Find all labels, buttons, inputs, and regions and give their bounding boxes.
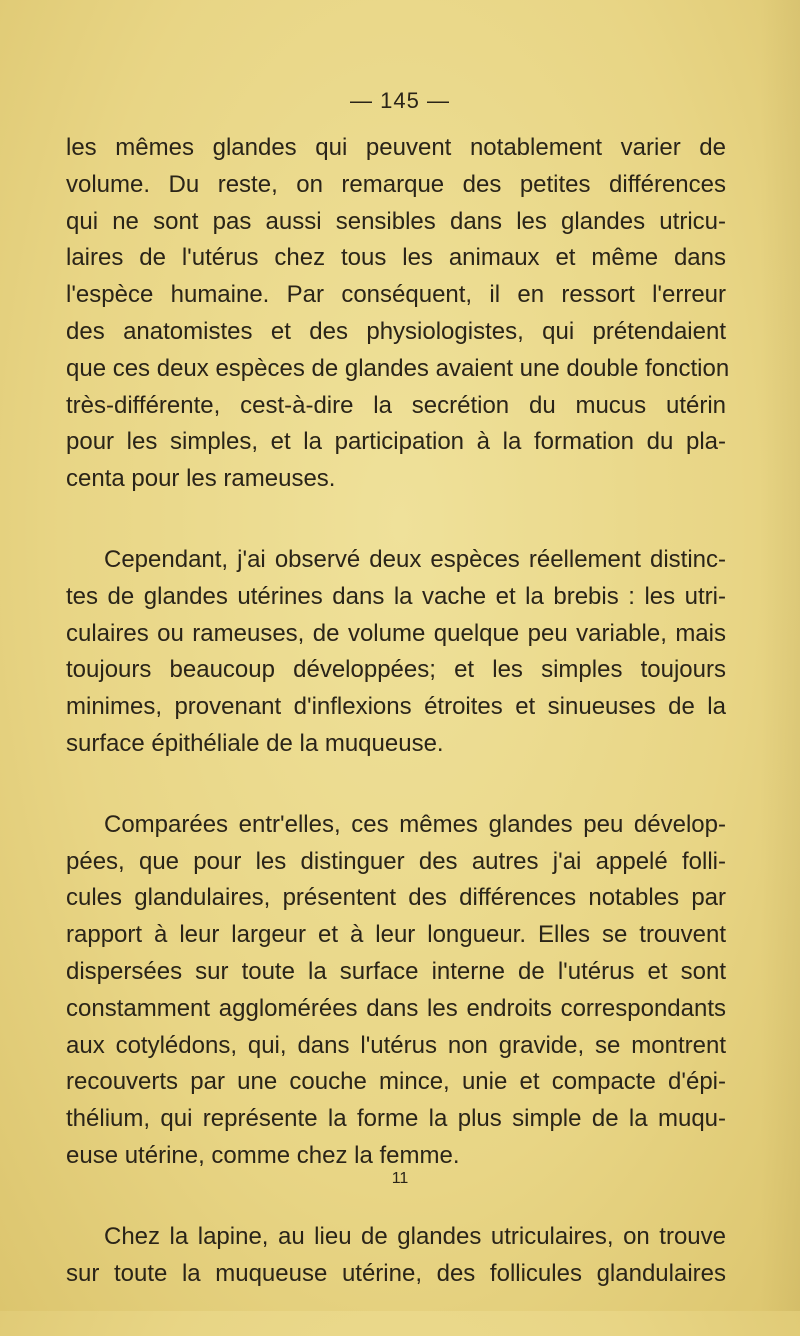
text-line: recouverts par une couche mince, unie et compacte d'épi- <box>66 1068 726 1096</box>
text-line: cules glandulaires, présentent des différences notables par <box>66 884 726 912</box>
text-line: des anatomistes et des physiologistes, qui prétendaient <box>66 317 726 345</box>
text-line: que ces deux espèces de glandes avaient une double fonction <box>66 354 730 382</box>
body-text <box>66 130 730 1336</box>
text-line: l'espèce humaine. Par conséquent, il en ressort l'erreur <box>66 281 726 309</box>
paragraph-3 <box>66 807 726 1175</box>
text-line: sur toute la muqueuse utérine, des follicules glandulaires <box>66 1259 726 1287</box>
page-edge-shadow <box>760 0 800 1311</box>
text-line: très-différente, cest-à-dire la secrétion du mucus utérin <box>66 391 726 419</box>
text-line: volume. Du reste, on remarque des petites différences <box>66 170 726 198</box>
text-line: euse utérine, comme chez la femme. <box>66 1141 460 1169</box>
text-line: Comparées entr'elles, ces mêmes glandes peu dévelop- <box>104 810 726 838</box>
text-line: minimes, provenant d'inflexions étroites et sinueuses de la <box>66 693 726 721</box>
text-line: rapport à leur largeur et à leur longueur. Elles se trouvent <box>66 921 726 949</box>
text-line: les mêmes glandes qui peuvent notablement varier de <box>66 134 726 161</box>
text-line: laires de l'utérus chez tous les animaux et même dans <box>66 244 726 272</box>
text-line: culaires ou rameuses, de volume quelque peu variable, mais <box>66 619 726 647</box>
text-line: tes de glandes utérines dans la vache et la brebis : les utri- <box>66 582 726 610</box>
signature-mark: 11 <box>391 1170 409 1187</box>
text-line: constamment agglomérées dans les endroits correspondants <box>66 994 726 1022</box>
text-line: Cependant, j'ai observé deux espèces réellement distinc- <box>104 545 726 573</box>
text-line: thélium, qui représente la forme la plus simple de la muqu- <box>66 1105 726 1133</box>
text-line: pour les simples, et la participation à la formation du pla- <box>66 428 726 456</box>
paragraph-4 <box>66 1219 726 1293</box>
paragraph-1 <box>66 130 730 498</box>
text-line: surface épithéliale de la muqueuse. <box>66 729 444 757</box>
text-line: qui ne sont pas aussi sensibles dans les glandes utricu- <box>66 207 726 235</box>
text-line: centa pour les rameuses. <box>66 465 336 493</box>
paragraph-2 <box>66 542 726 763</box>
text-line: dispersées sur toute la surface interne de l'utérus et sont <box>66 957 726 985</box>
text-line: toujours beaucoup développées; et les simples toujours <box>66 656 726 684</box>
page-number: — 145 — <box>350 88 450 113</box>
text-line: aux cotylédons, qui, dans l'utérus non gravide, se montrent <box>66 1031 726 1059</box>
text-line: Chez la lapine, au lieu de glandes utriculaires, on trouve <box>104 1222 726 1250</box>
text-line: pées, que pour les distinguer des autres j'ai appelé folli- <box>66 847 726 875</box>
